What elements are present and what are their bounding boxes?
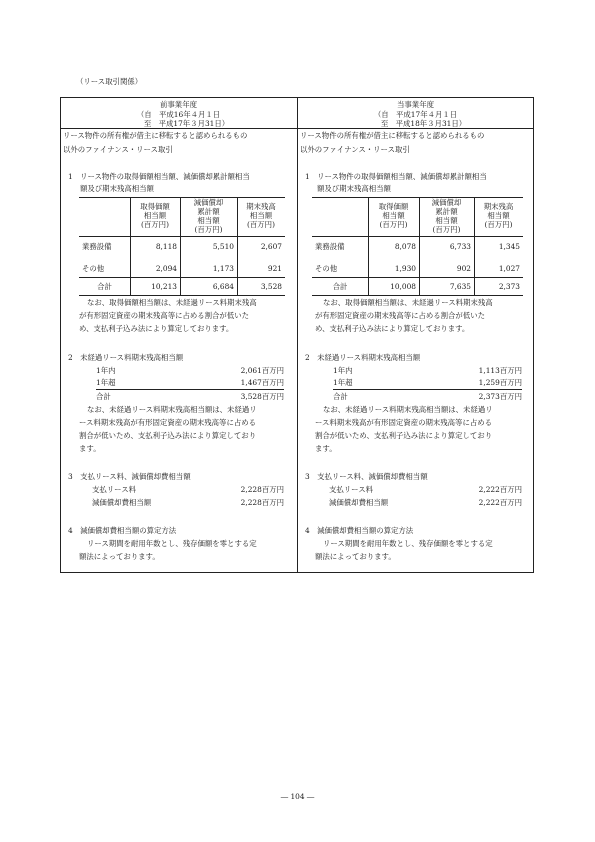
- intro-line: 以外のファイナンス・リース取引: [300, 145, 410, 154]
- row-label: 業務設備: [315, 242, 345, 251]
- section-1-note: め、支払利子込み法により算定しております。: [315, 324, 470, 333]
- item-label: 支払リース料: [329, 485, 373, 494]
- section-1-note: なお、取得価額相当額は、未経過リース料期末残高: [87, 298, 257, 307]
- item-value: 3,528百万円: [240, 392, 284, 401]
- col-header-depreciation: 相当額: [197, 216, 220, 225]
- item-value: 2,228百万円: [240, 485, 284, 494]
- col-header-acquisition: 取得価額: [378, 202, 409, 211]
- table-cell: 1,173: [212, 264, 234, 273]
- section-2-heading: 2 未経過リース料期末残高相当額: [68, 353, 184, 362]
- header-divider: [60, 128, 534, 129]
- table-cell: 2,373: [498, 282, 520, 291]
- table-cell: 2,094: [155, 264, 177, 273]
- section-1-note: が有形固定資産の期末残高等に占める割合が低いた: [79, 311, 249, 320]
- intro-line: リース物件の所有権が借主に移転すると認められるもの: [300, 131, 485, 140]
- item-label: 減価償却費相当額: [92, 498, 152, 507]
- section-2-note: ます。: [79, 444, 101, 453]
- table-cell: 5,510: [212, 242, 234, 251]
- table-cell: 1,930: [394, 264, 416, 273]
- item-value: 1,467百万円: [240, 378, 284, 387]
- table-cell: 6,733: [449, 242, 471, 251]
- item-value: 2,222百万円: [478, 485, 522, 494]
- section-3-heading: 3 支払リース料、減価償却費相当額: [305, 472, 428, 481]
- section-1-note: め、支払利子込み法により算定しております。: [79, 324, 234, 333]
- section-4-text: 額法によっております。: [315, 552, 396, 561]
- table-cell: 902: [456, 264, 471, 273]
- prev-period-to: 至 平成17年３月31日）: [143, 119, 230, 128]
- section-1-heading: 1 リース物件の取得価額相当額、減価償却累計額相当: [68, 172, 250, 181]
- section-4-text: リース期間を耐用年数とし、残存価額を零とする定: [323, 539, 493, 548]
- item-label-total: 合計: [333, 392, 348, 401]
- item-label: 減価償却費相当額: [329, 498, 389, 507]
- item-label: 支払リース料: [92, 485, 136, 494]
- item-value: 2,373百万円: [478, 392, 522, 401]
- sum-rule: [333, 389, 522, 390]
- item-value: 2,222百万円: [478, 498, 522, 507]
- table-cell: 921: [267, 264, 282, 273]
- item-label-total: 合計: [96, 392, 111, 401]
- col-header-balance: (百万円): [247, 220, 275, 229]
- section-2-note: 割合が低いため、支払利子込み法により算定しており: [79, 431, 257, 440]
- page-number: ― 104 ―: [280, 792, 315, 801]
- section-2-note: ます。: [315, 444, 337, 453]
- prev-period-from: （自 平成16年４月１日: [136, 110, 221, 119]
- section-4-heading: 4 減価償却費相当額の算定方法: [305, 526, 414, 535]
- row-label-total: 合計: [97, 282, 112, 291]
- col-header-balance: 相当額: [249, 211, 273, 220]
- col-header-acquisition: (百万円): [141, 220, 169, 229]
- section-2-note: なお、未経過リース料期末残高相当額は、未経過リ: [323, 405, 493, 414]
- intro-line: リース物件の所有権が借主に移転すると認められるもの: [63, 131, 248, 140]
- col-header-balance: 期末残高: [483, 202, 514, 211]
- section-1-heading: 1 リース物件の取得価額相当額、減価償却累計額相当: [305, 172, 487, 181]
- section-4-text: 額法によっております。: [79, 552, 160, 561]
- intro-line: 以外のファイナンス・リース取引: [63, 145, 173, 154]
- table-cell: 2,607: [260, 242, 282, 251]
- row-label-total: 合計: [332, 282, 348, 291]
- table-cell: 10,008: [390, 282, 416, 291]
- item-value: 2,061百万円: [240, 366, 284, 375]
- table-cell: 8,118: [155, 242, 177, 251]
- section-1-note: なお、取得価額相当額は、未経過リース料期末残高: [323, 298, 493, 307]
- column-divider: [297, 97, 298, 573]
- col-header-acquisition: 取得価額: [140, 202, 170, 211]
- col-header-depreciation: 相当額: [435, 216, 458, 225]
- col-header-balance: 期末残高: [246, 202, 276, 211]
- section-1-note: が有形固定資産の期末残高等に占める割合が低いた: [315, 311, 485, 320]
- section-2-heading: 2 未経過リース料期末残高相当額: [305, 353, 421, 362]
- table-cell: 8,078: [394, 242, 416, 251]
- item-value: 2,228百万円: [240, 498, 284, 507]
- table-cell: 3,528: [260, 282, 282, 291]
- curr-period-from: （自 平成17年４月１日: [373, 110, 458, 119]
- row-label: その他: [315, 264, 338, 273]
- section-1-heading: 額及び期末残高相当額: [80, 184, 154, 193]
- col-header-depreciation: 累計額: [435, 207, 458, 216]
- col-header-acquisition: (百万円): [379, 220, 408, 229]
- item-value: 1,259百万円: [478, 378, 522, 387]
- table-cell: 1,027: [498, 264, 520, 273]
- section-2-note: なお、未経過リース料期末残高相当額は、未経過リ: [87, 405, 257, 414]
- item-label: 1年超: [333, 378, 353, 387]
- section-4-text: リース期間を耐用年数とし、残存価額を零とする定: [87, 539, 257, 548]
- section-2-note: 割合が低いため、支払利子込み法により算定しており: [315, 431, 493, 440]
- curr-period-to: 至 平成18年３月31日）: [380, 119, 467, 128]
- row-label: 業務設備: [82, 242, 112, 251]
- section-3-heading: 3 支払リース料、減価償却費相当額: [68, 472, 191, 481]
- item-label: 1年内: [333, 366, 353, 375]
- prev-period-title: 前事業年度: [160, 100, 197, 109]
- col-header-depreciation: 累計額: [197, 207, 220, 216]
- row-label: その他: [82, 264, 105, 273]
- section-2-note: ース料期末残高が有形固定資産の期末残高等に占める: [79, 418, 257, 427]
- item-label: 1年超: [96, 378, 116, 387]
- col-header-depreciation: 減価償却: [193, 198, 224, 207]
- col-header-balance: (百万円): [484, 220, 513, 229]
- section-title: （リース取引関係）: [76, 77, 143, 86]
- section-2-note: ース料期末残高が有形固定資産の期末残高等に占める: [315, 418, 493, 427]
- sum-rule: [96, 389, 284, 390]
- section-1-heading: 額及び期末残高相当額: [317, 184, 391, 193]
- col-header-depreciation: 減価償却: [431, 198, 462, 207]
- col-header-balance: 相当額: [487, 211, 510, 220]
- table-cell: 7,635: [449, 282, 471, 291]
- col-header-acquisition: 相当額: [382, 211, 405, 220]
- curr-period-title: 当事業年度: [397, 100, 434, 109]
- col-header-acquisition: 相当額: [143, 211, 167, 220]
- col-header-depreciation: (百万円): [432, 225, 461, 234]
- item-label: 1年内: [96, 366, 116, 375]
- section-4-heading: 4 減価償却費相当額の算定方法: [68, 526, 177, 535]
- table-cell: 6,684: [212, 282, 234, 291]
- item-value: 1,113百万円: [478, 366, 522, 375]
- col-header-depreciation: (百万円): [194, 225, 223, 234]
- table-cell: 10,213: [151, 282, 177, 291]
- table-cell: 1,345: [498, 242, 520, 251]
